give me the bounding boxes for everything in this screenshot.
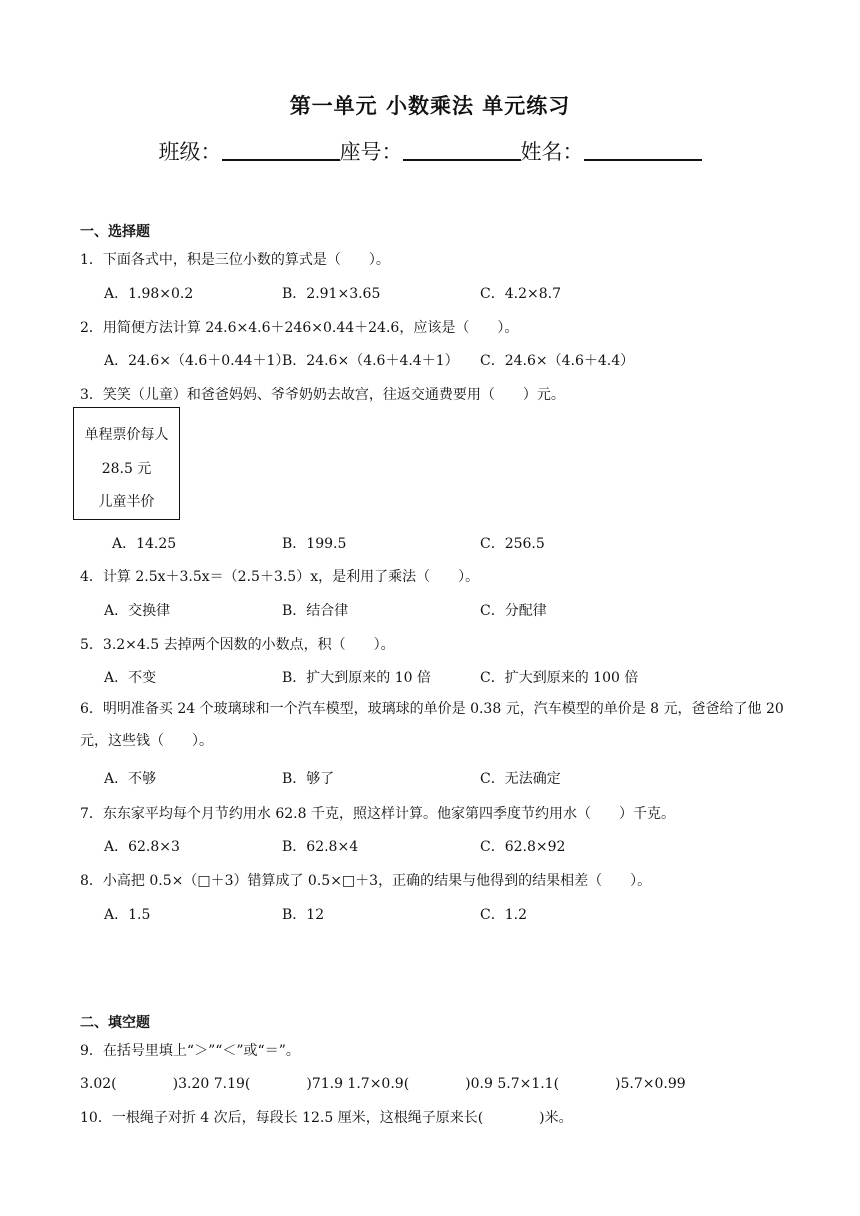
question-9-comparisons: 3.02( )3.20 7.19( )71.9 1.7×0.9( )0.9 5.7×1.1( )5.7×0.99	[80, 1076, 686, 1092]
question-10: 10．一根绳子对折 4 次后，每段长 12.5 厘米，这根绳子原来长( )米。	[80, 1110, 573, 1126]
option-a: A．1.5	[104, 907, 151, 923]
option-b: B．24.6×（4.6＋4.4＋1）	[282, 353, 459, 369]
option-b: B．结合律	[282, 603, 349, 619]
option-c: C．1.2	[480, 907, 527, 923]
option-b: B．够了	[282, 771, 335, 787]
section-heading-fill: 二、填空题	[80, 1015, 150, 1031]
class-label: 班级：	[158, 140, 222, 164]
question-9: 9．在括号里填上“＞”“＜”或“＝”。	[80, 1043, 300, 1059]
option-a: A．14.25	[112, 536, 177, 552]
ticket-price-box	[73, 407, 180, 520]
option-c: C．256.5	[480, 536, 545, 552]
option-c: C．分配律	[480, 603, 547, 619]
option-b: B．扩大到原来的 10 倍	[282, 670, 432, 686]
page-title: 第一单元 小数乘法 单元练习	[289, 94, 571, 118]
class-blank[interactable]	[222, 137, 340, 161]
ticket-line-2: 28.5 元	[101, 461, 152, 477]
option-a: A．交换律	[104, 603, 171, 619]
seat-blank[interactable]	[403, 137, 521, 161]
option-b: B．199.5	[282, 536, 347, 552]
name-blank[interactable]	[584, 137, 702, 161]
question-2: 2．用简便方法计算 24.6×4.6＋246×0.44＋24.6，应该是（ ）。	[80, 320, 519, 336]
option-c: C．24.6×（4.6＋4.4）	[480, 353, 635, 369]
student-info-line	[0, 136, 860, 166]
ticket-line-3: 儿童半价	[98, 494, 155, 510]
option-c: C．62.8×92	[480, 839, 566, 855]
option-c: C．扩大到原来的 100 倍	[480, 670, 639, 686]
name-label: 姓名：	[520, 140, 584, 164]
section-heading-choice: 一、选择题	[80, 224, 150, 240]
question-7: 7．东东家平均每个月节约用水 62.8 千克，照这样计算。他家第四季度节约用水（ ）千克。	[80, 806, 675, 822]
question-3: 3．笑笑（儿童）和爸爸妈妈、爷爷奶奶去故宫，往返交通费要用（ ）元。	[80, 387, 565, 403]
question-6: 6．明明准备买 24 个玻璃球和一个汽车模型，玻璃球的单价是 0.38 元，汽车模型的单价是 8 元，爸爸给了他 20 元，这些钱（ ）。	[80, 701, 784, 749]
ticket-line-1: 单程票价每人	[84, 427, 169, 443]
question-8: 8．小高把 0.5×（□＋3）错算成了 0.5×□＋3，正确的结果与他得到的结果相差（ ）。	[80, 873, 652, 889]
option-c: C．无法确定	[480, 771, 561, 787]
option-a: A．1.98×0.2	[104, 286, 194, 302]
option-a: A．不够	[104, 771, 157, 787]
option-c: C．4.2×8.7	[480, 286, 561, 302]
option-a: A．24.6×（4.6＋0.44＋1）	[104, 353, 290, 369]
question-4: 4．计算 2.5x＋3.5x＝（2.5＋3.5）x，是利用了乘法（ ）。	[80, 569, 480, 585]
option-b: B．2.91×3.65	[282, 286, 381, 302]
question-1: 1．下面各式中，积是三位小数的算式是（ ）。	[80, 252, 390, 268]
option-a: A．不变	[104, 670, 157, 686]
option-b: B．62.8×4	[282, 839, 359, 855]
option-a: A．62.8×3	[104, 839, 180, 855]
option-b: B．12	[282, 907, 325, 923]
seat-label: 座号：	[339, 140, 403, 164]
question-5: 5．3.2×4.5 去掉两个因数的小数点，积（ ）。	[80, 637, 395, 653]
